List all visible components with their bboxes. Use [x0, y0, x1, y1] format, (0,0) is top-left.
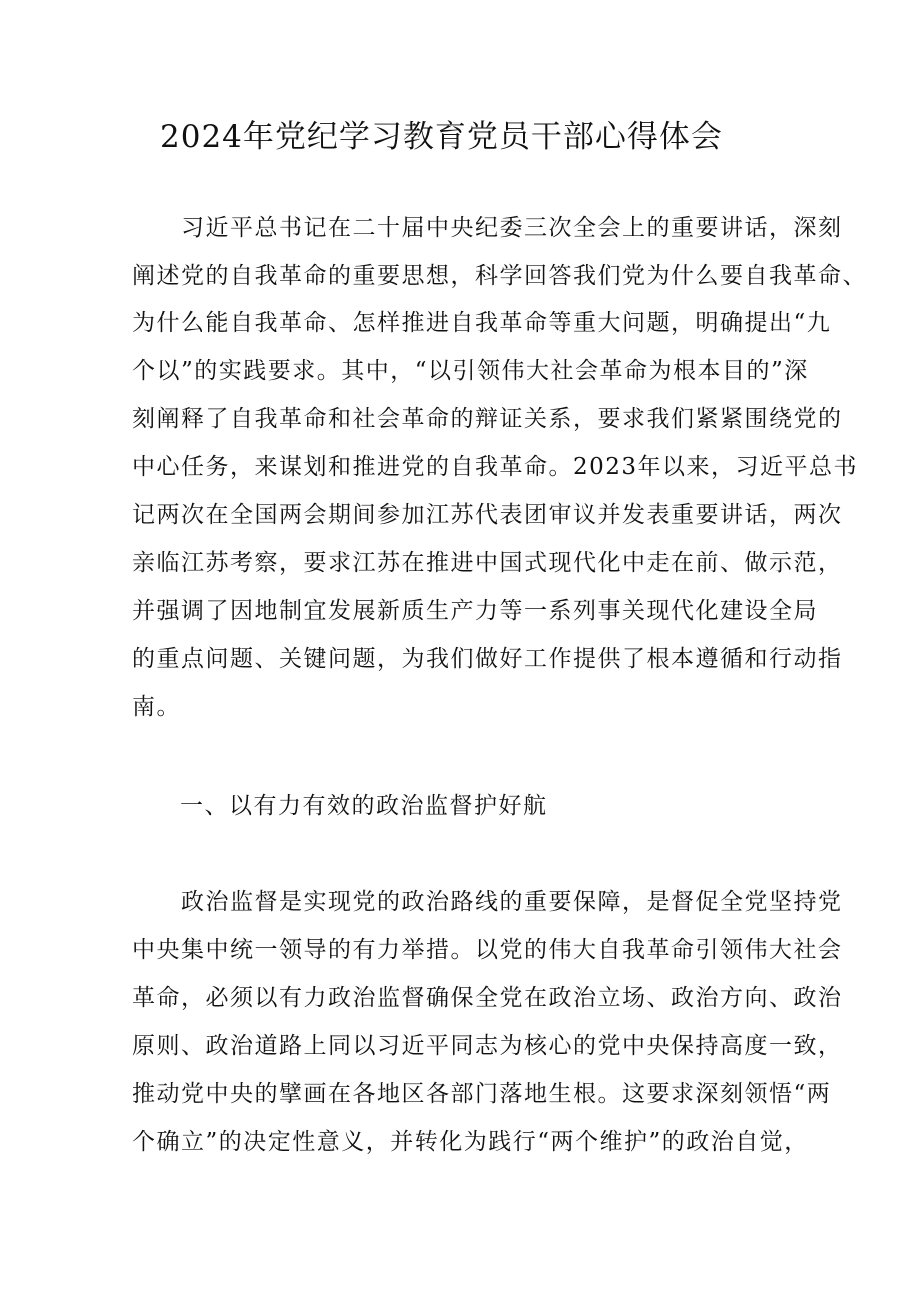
- paragraph-1-line-8: 亲临江苏考察，要求江苏在推进中国式现代化中走在前、做示范，: [132, 550, 843, 576]
- document-title: 2024年党纪学习教育党员干部心得体会: [160, 119, 723, 155]
- paragraph-1-line-11: 南。: [132, 694, 181, 720]
- paragraph-2-line-1: 政治监督是实现党的政治路线的重要保障，是督促全党坚持党: [132, 889, 843, 915]
- paragraph-2-line-2: 中央集中统一领导的有力举措。以党的伟大自我革命引领伟大社会: [132, 937, 843, 963]
- paragraph-1-line-3: 为什么能自我革命、怎样推进自我革命等重大问题，明确提出“九: [132, 310, 832, 336]
- section-1-heading: 一、以有力有效的政治监督护好航: [180, 793, 548, 819]
- paragraph-2-line-3: 革命，必须以有力政治监督确保全党在政治立场、政治方向、政治: [132, 985, 843, 1011]
- paragraph-1-line-2: 阐述党的自我革命的重要思想，科学回答我们党为什么要自我革命、: [132, 263, 867, 289]
- paragraph-2-line-4: 原则、政治道路上同以习近平同志为核心的党中央保持高度一致，: [132, 1033, 843, 1059]
- paragraph-1-line-1: 习近平总书记在二十届中央纪委三次全会上的重要讲话，深刻: [132, 215, 843, 241]
- paragraph-1-line-7: 记两次在全国两会期间参加江苏代表团审议并发表重要讲话，两次: [132, 502, 843, 528]
- paragraph-2-line-6: 个确立”的决定性意义，并转化为践行“两个维护”的政治自觉，: [132, 1129, 809, 1155]
- paragraph-1-line-4: 个以”的实践要求。其中，“以引领伟大社会革命为根本目的”深: [132, 358, 809, 384]
- paragraph-1-line-9: 并强调了因地制宜发展新质生产力等一系列事关现代化建设全局: [132, 598, 818, 624]
- paragraph-1-line-5: 刻阐释了自我革命和社会革命的辩证关系，要求我们紧紧围绕党的: [132, 406, 843, 432]
- paragraph-1-line-10: 的重点问题、关键问题，为我们做好工作提供了根本遵循和行动指: [132, 646, 843, 672]
- paragraph-2-line-5: 推动党中央的擘画在各地区各部门落地生根。这要求深刻领悟“两: [132, 1081, 832, 1107]
- paragraph-1-line-6: 中心任务，来谋划和推进党的自我革命。2023年以来，习近平总书: [132, 454, 859, 480]
